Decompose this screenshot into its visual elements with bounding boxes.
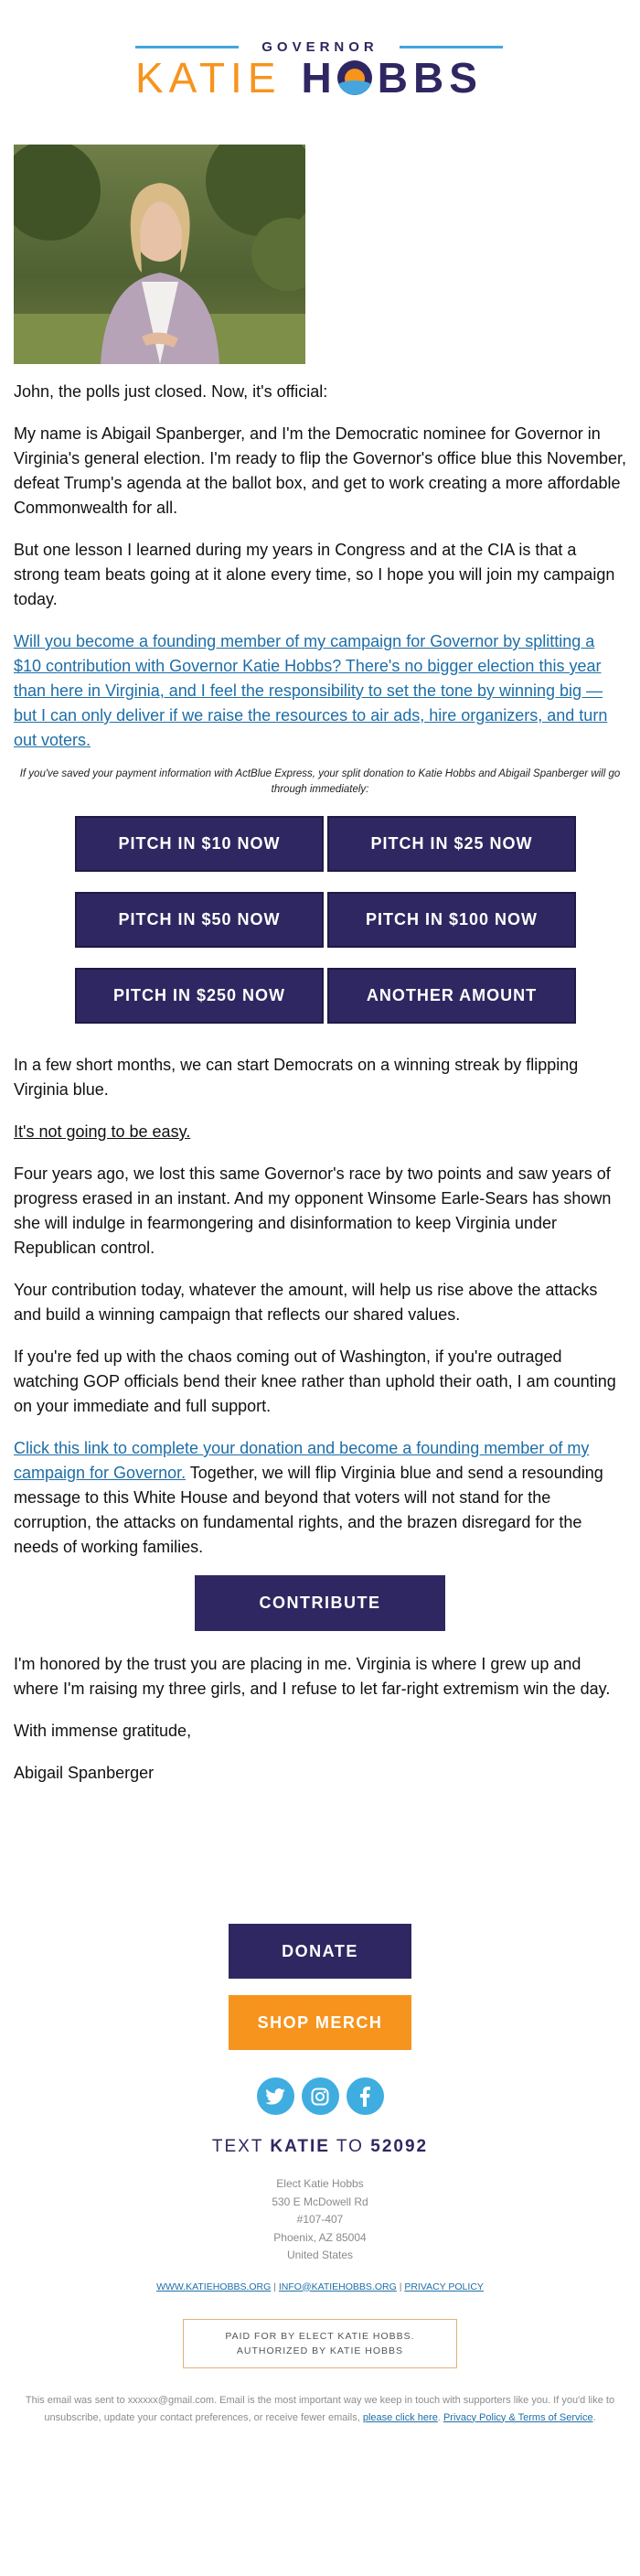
- text-prefix: TEXT: [211, 2137, 271, 2156]
- link-separator: |: [396, 2281, 405, 2292]
- unsubscribe-link[interactable]: please click here: [362, 2411, 438, 2423]
- ask-paragraph: [14, 629, 626, 753]
- pitch-in-25-button[interactable]: PITCH IN $25 NOW: [327, 816, 576, 872]
- not-easy-paragraph: It's not going to be easy.: [14, 1122, 191, 1141]
- authorized-line: AUTHORIZED BY KATIE HOBBS: [236, 2345, 404, 2356]
- logo-governor-text: GOVERNOR: [261, 39, 379, 55]
- privacy-policy-link[interactable]: PRIVACY POLICY: [404, 2281, 484, 2292]
- text-to-subscribe: [0, 2137, 640, 2157]
- contribute-button[interactable]: CONTRIBUTE: [195, 1575, 445, 1631]
- signature: Abigail Spanberger: [14, 1764, 155, 1782]
- greeting-paragraph: John, the polls just closed. Now, it's official:: [14, 382, 328, 401]
- email-link[interactable]: INFO@KATIEHOBBS.ORG: [278, 2281, 397, 2292]
- text-keyword: KATIE: [270, 2137, 330, 2156]
- founding-member-link[interactable]: Will you become a founding member of my campaign for Governor by splitting a $10 contribution with Governor Katie Hobbs? There's no bigger election this year than here in Virginia, and I feel the responsibility to set the tone by winning big — but I can only deliver if we raise the resources to air ads, hire organizers, and turn out voters.: [14, 632, 608, 749]
- washington-paragraph: If you're fed up with the chaos coming out of Washington, if you're outraged watching GOP officials bend their knee rather than uphold their oath, I am counting on your immediate and full support.: [14, 1347, 616, 1415]
- logo-bbs-text: BBS: [377, 54, 483, 102]
- footer-links: [0, 2281, 640, 2292]
- paid-for-line: PAID FOR BY ELECT KATIE HOBBS.: [225, 2330, 415, 2342]
- disclaimer-end: .: [592, 2411, 596, 2423]
- terms-link[interactable]: Privacy Policy & Terms of Service: [443, 2411, 593, 2423]
- address-line: United States: [286, 2249, 354, 2261]
- pitch-in-50-button[interactable]: PITCH IN $50 NOW: [75, 892, 324, 948]
- actblue-note: If you've saved your payment information with ActBlue Express, your split donation to Katie Hobbs and Abigail Spanberger will go through immediately:: [19, 768, 621, 795]
- email-header: [0, 0, 640, 128]
- pitch-in-10-button[interactable]: PITCH IN $10 NOW: [75, 816, 324, 872]
- text-mid: TO: [329, 2137, 371, 2156]
- disclaimer-text: This email was sent to xxxxxx@gmail.com. Email is the most important way we keep in touch with supporters like you. If you'd like to unsubscribe, update your contact preferences, or receive fewer emails,: [25, 2394, 615, 2423]
- pitch-in-250-button[interactable]: PITCH IN $250 NOW: [75, 968, 324, 1024]
- donation-amount-buttons: [66, 816, 574, 1024]
- logo-rule-left: [135, 46, 239, 48]
- social-links: [0, 2077, 640, 2115]
- address-line: 530 E McDowell Rd: [272, 2195, 368, 2208]
- donate-button[interactable]: DONATE: [229, 1924, 411, 1979]
- team-paragraph: But one lesson I learned during my years in Congress and at the CIA is that a strong team beats going at it alone every time, so I hope you will join my campaign today.: [14, 541, 615, 608]
- contribution-paragraph: Your contribution today, whatever the amount, will help us rise above the attacks and build a winning campaign that reflects our shared values.: [14, 1281, 598, 1324]
- twitter-icon[interactable]: [257, 2077, 294, 2115]
- katie-hobbs-logo[interactable]: [135, 55, 510, 101]
- email-footer: [0, 1924, 640, 2427]
- closing-line: With immense gratitude,: [14, 1722, 192, 1740]
- logo-katie-text: KATIE: [135, 54, 282, 102]
- shop-merch-button[interactable]: SHOP MERCH: [229, 1995, 411, 2050]
- honored-paragraph: I'm honored by the trust you are placing in me. Virginia is where I grew up and where I'm raising my three girls, and I refuse to let far-right extremism win the day.: [14, 1655, 611, 1698]
- complete-donation-paragraph: [14, 1436, 626, 1560]
- text-number: 52092: [370, 2137, 429, 2156]
- disclaimer-mid: .: [437, 2411, 443, 2423]
- address-line: #107-407: [296, 2213, 344, 2226]
- history-paragraph: Four years ago, we lost this same Governor's race by two points and saw years of progress erased in an instant. And my opponent Winsome Earle-Sears has shown she will indulge in fearmongering and disinformation to keep Virginia under Republican control.: [14, 1165, 612, 1257]
- address-line: Elect Katie Hobbs: [276, 2177, 364, 2190]
- complete-donation-text: Together, we will flip Virginia blue and send a resounding message to this White House and beyond that voters will not stand for the corruption, the attacks on fundamental rights, and the brazen disregard for the needs of working families.: [14, 1464, 603, 1556]
- winning-streak-paragraph: In a few short months, we can start Democrats on a winning streak by flipping Virginia blue.: [14, 1056, 579, 1099]
- pitch-in-100-button[interactable]: PITCH IN $100 NOW: [327, 892, 576, 948]
- another-amount-button[interactable]: ANOTHER AMOUNT: [327, 968, 576, 1024]
- unsubscribe-disclaimer: [16, 2392, 624, 2427]
- address-line: Phoenix, AZ 85004: [273, 2230, 367, 2244]
- intro-paragraph: My name is Abigail Spanberger, and I'm the Democratic nominee for Governor in Virginia's general election. I'm ready to flip the Governor's office blue this November, defeat Trump's agenda at the ballot box, and get to work creating a more affordable Commonwealth for all.: [14, 424, 626, 517]
- sun-mountain-icon: [337, 60, 372, 95]
- paid-for-disclaimer: [183, 2319, 457, 2368]
- candidate-photo: [14, 145, 305, 364]
- website-link[interactable]: WWW.KATIEHOBBS.ORG: [156, 2281, 272, 2292]
- logo-h-text: H: [301, 54, 337, 102]
- instagram-icon[interactable]: [302, 2077, 339, 2115]
- facebook-icon[interactable]: [347, 2077, 384, 2115]
- mailing-address: [0, 2175, 640, 2265]
- complete-donation-link[interactable]: Click this link to complete your donation and become a founding member of my campaign for Governor.: [14, 1439, 590, 1482]
- logo-rule-right: [400, 46, 503, 48]
- email-body: [14, 380, 626, 1803]
- link-separator: |: [271, 2281, 279, 2292]
